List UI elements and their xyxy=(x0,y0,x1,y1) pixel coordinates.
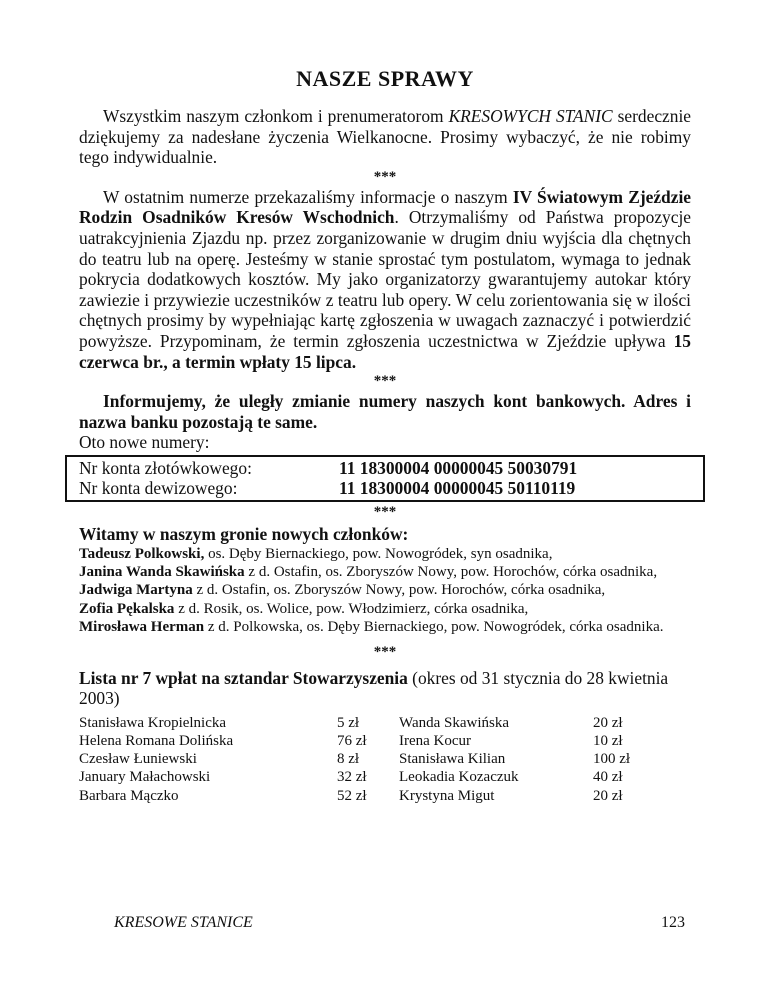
donor-name: Barbara Mączko xyxy=(79,787,179,804)
donor-name: Irena Kocur xyxy=(399,732,472,749)
separator: *** xyxy=(373,168,397,185)
donation-amount: 100 zł xyxy=(593,751,631,768)
accounts-box xyxy=(65,455,705,502)
thanks-text-cont: serdecznie dziękujemy za nadesłane życzenia Wielkanocne. Prosimy wybaczyć, że nie robimy tego indywidualnie. xyxy=(79,106,692,168)
member-name: Zofia Pękalska xyxy=(79,600,175,617)
account-row xyxy=(79,458,691,479)
account-label: Nr konta złotówkowego: xyxy=(79,457,252,478)
donation-amount: 20 zł xyxy=(593,714,623,731)
donor-amounts-right xyxy=(593,714,653,805)
donor-names-right xyxy=(399,714,593,805)
welcome-heading: Witamy w naszym gronie nowych członków: xyxy=(79,523,409,544)
donation-amount: 32 zł xyxy=(337,769,367,786)
donation-amount: 8 zł xyxy=(337,751,360,768)
congress-name: IV Światowym Zjeździe Rodzin Osadników Kresów Wschodnich xyxy=(79,186,691,228)
donor-names-left xyxy=(79,714,337,805)
member-details: z d. Rosik, os. Wolice, pow. Włodzimierz, córka osadnika, xyxy=(174,600,529,617)
donor-name: Krystyna Migut xyxy=(399,787,495,804)
member-details: z d. Ostafin, os. Zboryszów Nowy, pow. Horochów, córka osadnika, xyxy=(244,563,658,580)
donor-name: January Małachowski xyxy=(79,769,211,786)
donation-amount: 76 zł xyxy=(337,732,367,749)
accounts-intro: Oto nowe numery: xyxy=(79,432,210,453)
account-number: 11 18300004 00000045 50030791 xyxy=(339,457,578,478)
footer-publication: KRESOWE STANICE xyxy=(114,914,253,931)
member-details: os. Dęby Biernackiego, pow. Nowogródek, syn osadnika, xyxy=(204,545,553,562)
donor-name: Helena Romana Dolińska xyxy=(79,732,234,749)
donation-amount: 20 zł xyxy=(593,787,623,804)
donations-table xyxy=(79,714,691,805)
donor-name: Stanisława Kilian xyxy=(399,751,506,768)
donor-name: Czesław Łuniewski xyxy=(79,751,197,768)
thanks-text: Wszystkim naszym członkom i prenumeratorom xyxy=(103,106,449,126)
list-item xyxy=(79,618,691,636)
list-item xyxy=(79,563,691,581)
member-name: Janina Wanda Skawińska xyxy=(79,563,245,580)
congress-paragraph xyxy=(79,187,691,372)
page-title: NASZE SPRAWY xyxy=(296,66,474,91)
member-name: Tadeusz Polkowski, xyxy=(79,545,205,562)
member-name: Jadwiga Martyna xyxy=(79,582,193,599)
list-item xyxy=(79,545,691,563)
list-item xyxy=(79,600,691,618)
account-number: 11 18300004 00000045 50110119 xyxy=(339,478,576,499)
member-details: z d. Ostafin, os. Zboryszów Nowy, pow. Horochów, córka osadnika, xyxy=(192,582,606,599)
account-row xyxy=(79,478,691,499)
member-name: Mirosława Herman xyxy=(79,619,205,636)
list-item xyxy=(79,581,691,599)
separator: *** xyxy=(373,373,397,390)
member-details: z d. Polkowska, os. Dęby Biernackiego, pow. Nowogródek, córka osadnika. xyxy=(204,619,664,636)
congress-text: W ostatnim numerze przekazaliśmy informacje o naszym xyxy=(103,186,513,207)
thanks-paragraph xyxy=(79,106,691,168)
donor-amounts-left xyxy=(337,714,399,805)
donations-title-bold: Lista nr 7 wpłat na sztandar Stowarzyszenia xyxy=(79,667,408,688)
donor-name: Stanisława Kropielnicka xyxy=(79,714,227,731)
page-number: 123 xyxy=(661,914,685,931)
donations-title xyxy=(79,668,691,709)
members-list xyxy=(79,545,691,637)
donor-name: Leokadia Kozaczuk xyxy=(399,769,519,786)
account-label: Nr konta dewizowego: xyxy=(79,478,238,499)
donations-period: (okres od 31 stycznia do 28 kwietnia 2003) xyxy=(79,667,669,709)
congress-text-cont: . Otrzymaliśmy od Państwa propozycje uatrakcyjnienia Zjazdu np. przez zorganizowanie w drugim dniu wyjścia dla chętnych do teatru lub na operę. Jesteśmy w stanie sprostać tym postulatom, wymaga to jednak pokrycia dodatkowych kosztów. My jako organizatorzy gwarantujemy autokar który zawiezie i przywiezie uczestników z teatru lub opery. W celu zorientowania się w ilości chętnych prosimy by wypełniając kartę zgłoszenia w uwagach zaznaczyć i potwierdzić powyższe. Przypominam, że termin zgłoszenia uczestnictwa w Zjeździe upływa xyxy=(79,207,691,351)
donor-name: Wanda Skawińska xyxy=(399,714,510,731)
separator: *** xyxy=(373,503,397,520)
donation-amount: 5 zł xyxy=(337,714,360,731)
magazine-name: KRESOWYCH STANIC xyxy=(448,106,613,126)
donation-amount: 52 zł xyxy=(337,787,367,804)
donation-amount: 10 zł xyxy=(593,732,623,749)
donation-amount: 40 zł xyxy=(593,769,623,786)
separator: *** xyxy=(373,643,397,660)
page-content xyxy=(79,0,691,805)
deadline-text: 15 czerwca br., a termin wpłaty 15 lipca. xyxy=(79,330,691,372)
accounts-notice: Informujemy, że uległy zmianie numery naszych kont bankowych. Adres i nazwa banku pozostają te same. xyxy=(79,391,691,432)
